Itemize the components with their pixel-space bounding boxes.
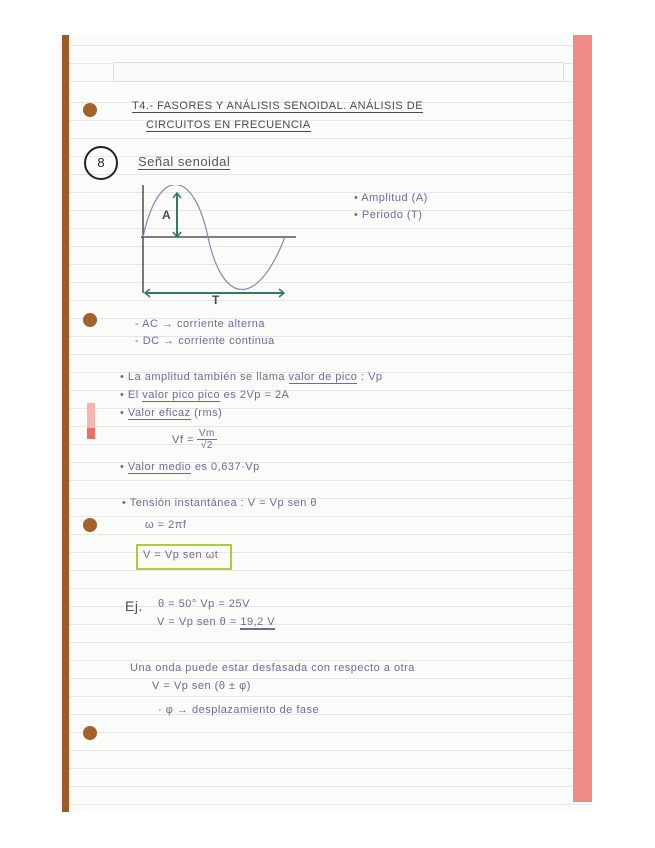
binder-hole bbox=[83, 518, 97, 532]
example-calculation: V = Vp sen θ = 19,2 V bbox=[157, 616, 276, 628]
phase-formula: V = Vp sen (θ ± φ) bbox=[152, 680, 251, 692]
rms-formula: Vf = $\frac{Vm}{√2}$ bbox=[172, 428, 215, 451]
amplitude-label: A bbox=[162, 208, 172, 222]
property-item: • Amplitud (A) bbox=[354, 192, 428, 204]
bullet-peak-to-peak: • El valor pico pico es 2Vp = 2A bbox=[120, 389, 290, 401]
highlighted-formula: V = Vp sen ωt bbox=[143, 549, 219, 561]
bullet-rms: • Valor eficaz (rms) bbox=[120, 407, 223, 419]
bullet-mean-value: • Valor medio es 0,637·Vp bbox=[120, 461, 260, 473]
example-label: Ej. bbox=[125, 598, 143, 614]
phase-sentence: Una onda puede estar desfasada con respecto a otra bbox=[130, 662, 415, 674]
example-givens: θ = 50° Vp = 25V bbox=[158, 598, 250, 610]
property-item: • Periodo (T) bbox=[354, 209, 423, 221]
phase-note: · φ → desplazamiento de fase bbox=[158, 704, 320, 716]
binder-hole bbox=[83, 313, 97, 327]
title-line-1: T4.- FASORES Y ANÁLISIS SENOIDAL. ANÁLISIS DE bbox=[132, 100, 424, 112]
sine-wave-diagram bbox=[138, 185, 300, 305]
binder-hole bbox=[83, 726, 97, 740]
header-box bbox=[113, 62, 564, 82]
omega-formula: ω = 2πf bbox=[145, 519, 187, 531]
definition-dc: - DC → corriente continua bbox=[135, 335, 275, 347]
notebook-page bbox=[62, 35, 592, 812]
page-tab-mark bbox=[87, 428, 95, 439]
page-right-margin bbox=[573, 35, 592, 802]
page-left-edge bbox=[62, 35, 69, 812]
title-line-2: CIRCUITOS EN FRECUENCIA bbox=[146, 119, 311, 131]
bullet-amplitude: • La amplitud también se llama valor de pico : Vp bbox=[120, 371, 383, 383]
binder-hole bbox=[83, 103, 97, 117]
example-result: 19,2 V bbox=[240, 616, 276, 628]
period-label: T bbox=[212, 293, 220, 307]
section-number: 8 bbox=[84, 146, 118, 180]
bullet-instantaneous-voltage: • Tensión instantánea : V = Vp sen θ bbox=[122, 497, 318, 509]
definition-ac: - AC → corriente alterna bbox=[135, 318, 265, 330]
section-heading: Señal senoidal bbox=[138, 154, 231, 169]
